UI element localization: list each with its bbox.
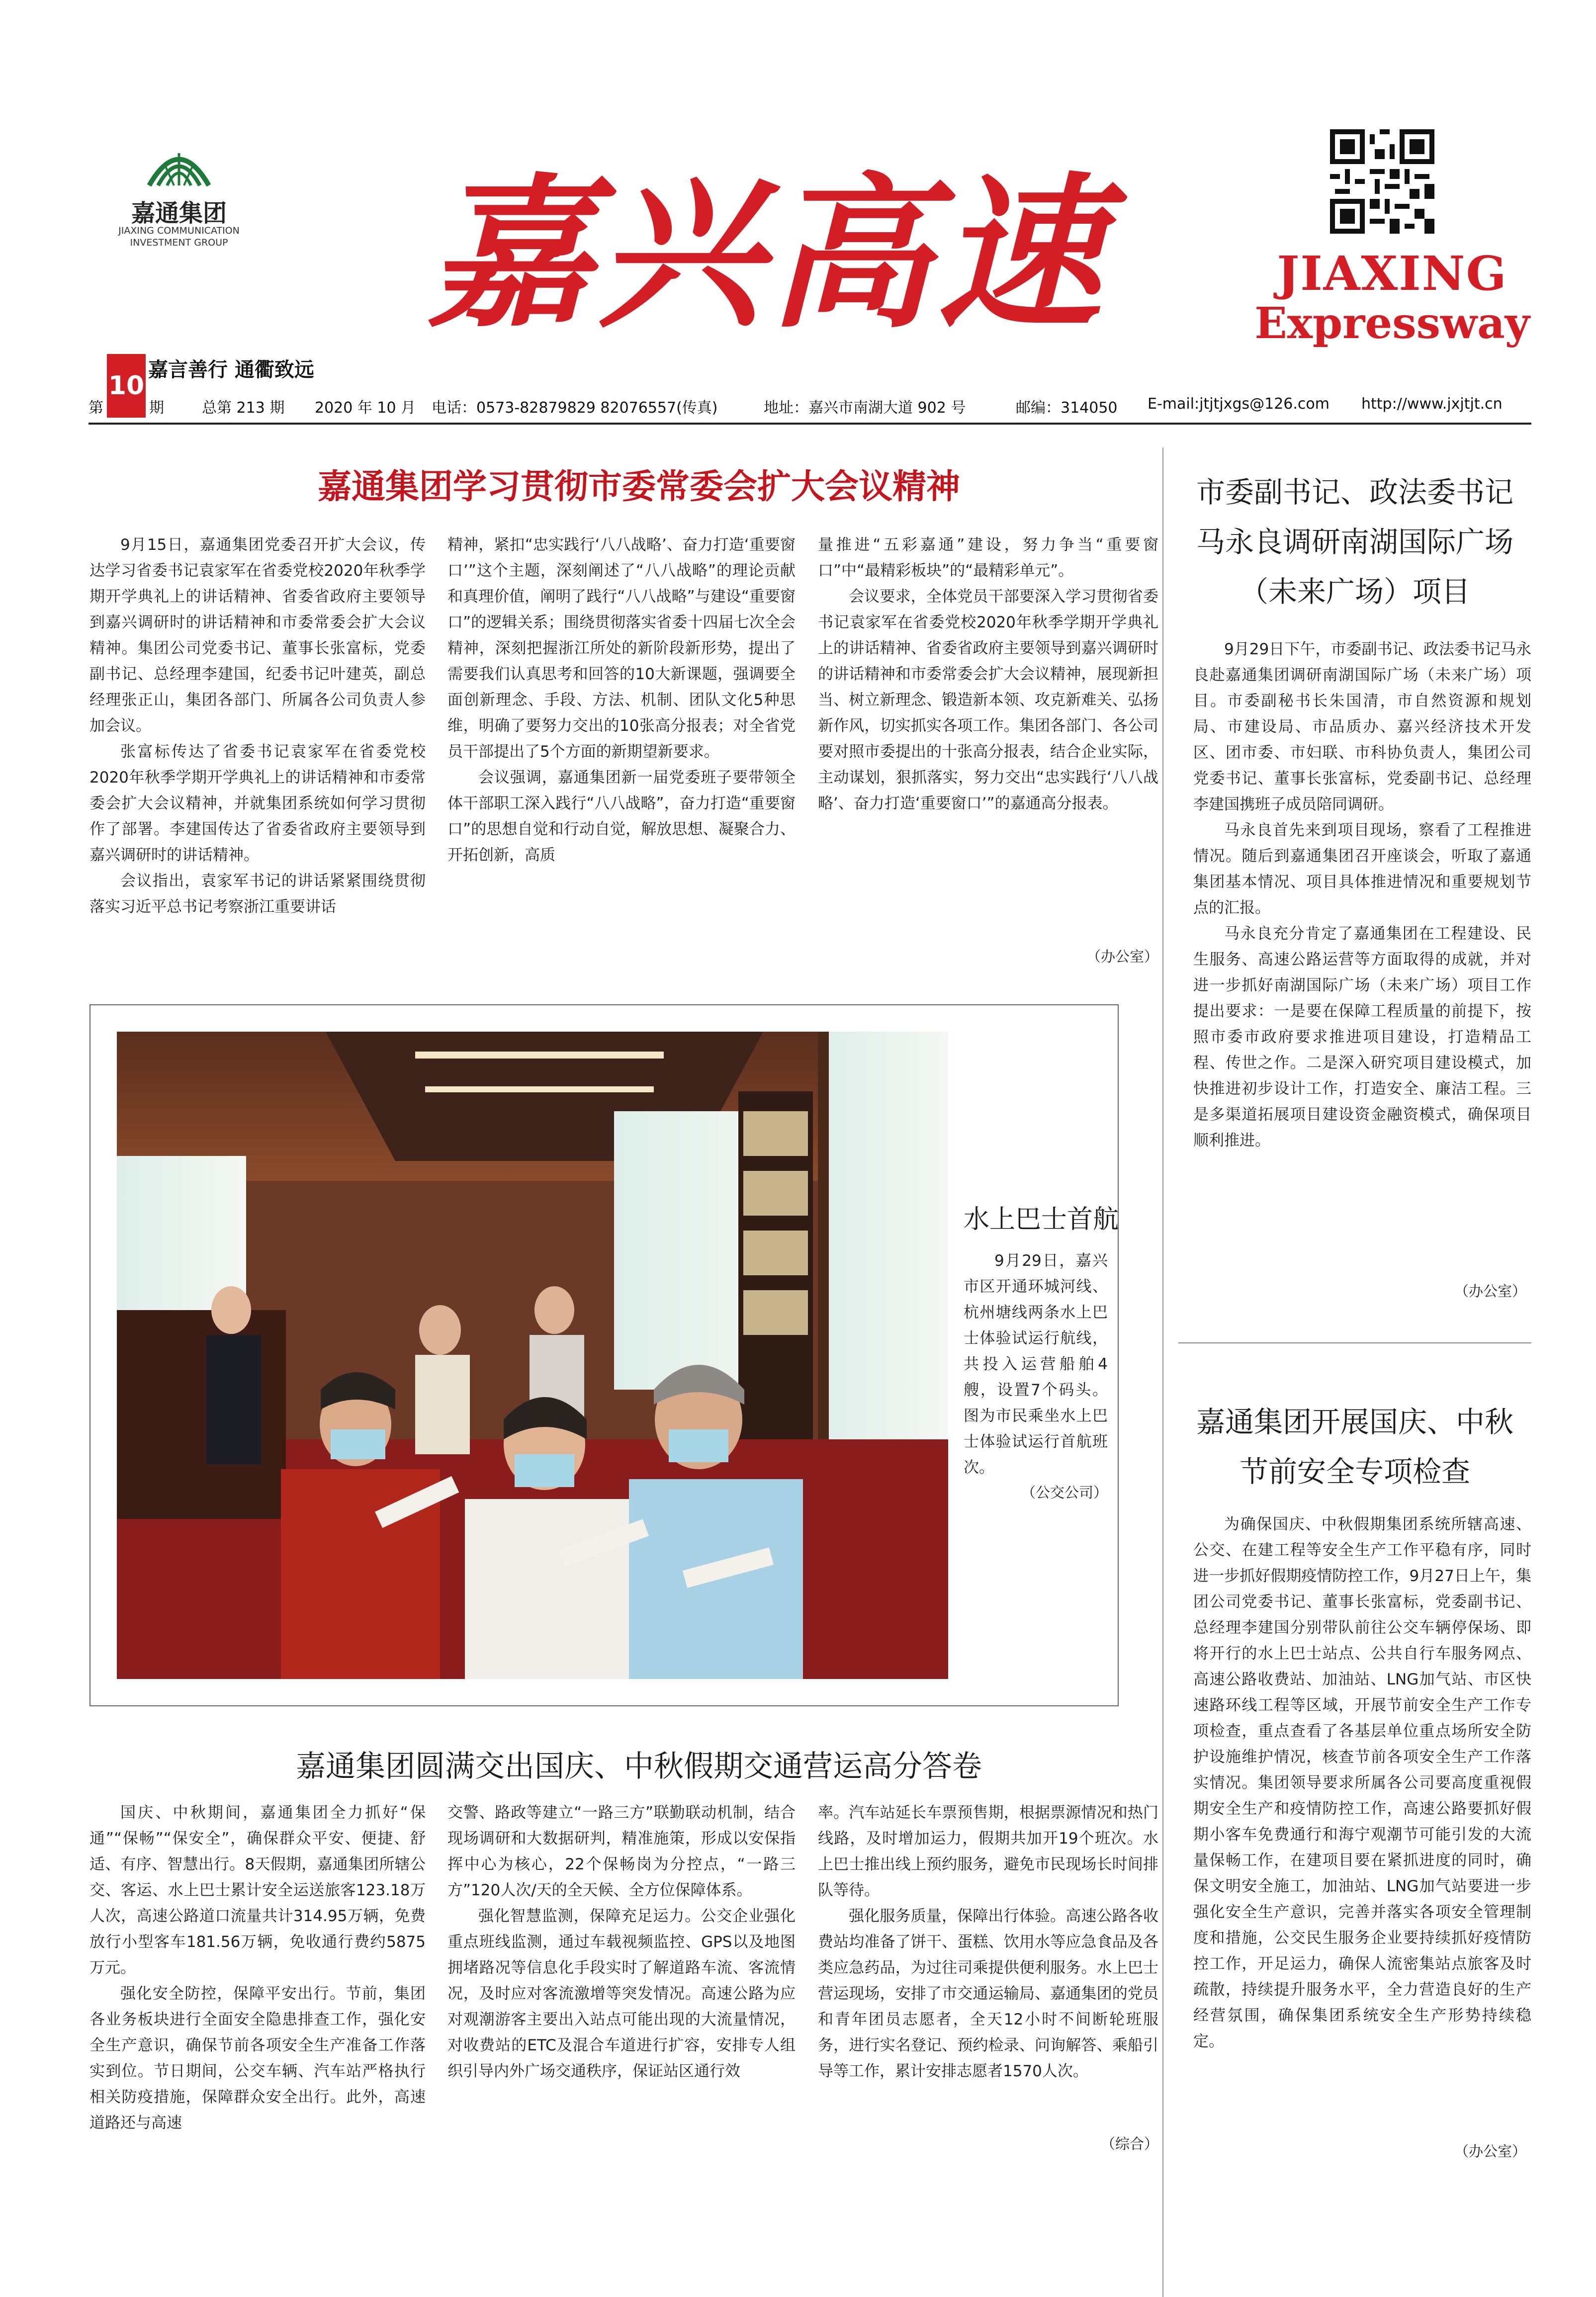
- contact-phone: 电话：0573-82879829 82076557(传真): [432, 399, 718, 417]
- postcode: 邮编：314050: [1016, 399, 1118, 417]
- article3-headline-line2: 节前安全专项检查: [1239, 1455, 1470, 1489]
- article3-headline-line1: 嘉通集团开展国庆、中秋: [1196, 1405, 1513, 1439]
- article4-col1: [89, 1800, 426, 2136]
- article2-headline-line1: 市委副书记、政法委书记: [1196, 475, 1513, 509]
- issue-suffix: 期: [149, 399, 164, 417]
- logo-name-cn: 嘉通集团: [131, 199, 227, 227]
- article2-body: [1193, 636, 1531, 1153]
- article1-col3: [818, 532, 1158, 816]
- article4-col2: [447, 1800, 796, 2084]
- article3-credit: （办公室）: [1454, 2143, 1526, 2160]
- paragraph: 国庆、中秋期间，嘉通集团全力抓好“保通”“保畅”“保安全”，确保群众平安、便捷、舒适、有序、智慧出行。8天假期，嘉通集团所辖公交、客运、水上巴士累计安全运送旅客123.18万人次，高速公路道口流量共计314.95万辆，免费放行小型客车181.56万辆，免收通行费约5875万元。: [89, 1804, 426, 1977]
- issue-prefix: 第: [89, 399, 103, 417]
- logo-name-en: [107, 225, 251, 249]
- title-en-line1: JIAXING: [1277, 246, 1507, 301]
- article2-headline-line3: （未来广场）项目: [1239, 575, 1470, 609]
- article1-credit: （办公室）: [1086, 948, 1158, 965]
- logo-en-line2: INVESTMENT GROUP: [130, 237, 228, 248]
- group-logo-icon: [144, 138, 214, 193]
- paragraph: 强化服务质量，保障出行体验。高速公路各收费站均准备了饼干、蛋糕、饮用水等应急食品及各类应急药品，为过往司乘提供便利服务。水上巴士营运现场，安排了市交通运输局、嘉通集团的党员和青年团员志愿者，全天12小时不间断轮班服务，进行实名登记、预约检录、问询解答、乘船引导等工作，累计安排志愿者1570人次。: [818, 1907, 1158, 2080]
- paragraph: 强化智慧监测，保障充足运力。公交企业强化重点班线监测，通过车载视频监控、GPS以及地图拥堵路况等信息化手段实时了解道路车流、客流情况，及时应对客流激增等突发情况。高速公路为应对观潮游客主要出入站点可能出现的大流量情况，对收费站的ETC及混合车道进行扩容，安排专人组织引导内外广场交通秩序，保证站区通行效: [447, 1907, 796, 2080]
- photo-caption-text: [964, 1248, 1108, 1481]
- total-issue: 总第 213 期: [202, 399, 285, 417]
- masthead-divider: [89, 423, 1531, 425]
- qr-code-icon: [1330, 129, 1434, 234]
- column-divider: [1162, 447, 1163, 2297]
- side-divider: [1178, 1342, 1531, 1343]
- paragraph: 为确保国庆、中秋假期集团系统所辖高速、公交、在建工程等安全生产工作平稳有序，同时进一步抓好假期疫情防控工作，9月27日上午，集团公司党委书记、董事长张富标，党委副书记、总经理李建国分别带队前往公交车辆停保场、即将开行的水上巴士站点、公共自行车服务网点、高速公路收费站、加油站、LNG加气站、市区快速路环线工程等区域，开展节前安全生产工作专项检查，重点查看了各基层单位重点场所安全防护设施维护情况，核查节前各项安全生产工作落实情况。集团领导要求所属各公司要高度重视假期安全生产和疫情防控工作，高速公路要抓好假期小客车免费通行和海宁观潮节可能引发的大流量保畅工作，在建项目要在紧抓进度的同时，确保文明安全施工，加油站、LNG加气站要进一步强化安全生产意识，完善并落实各项安全管理制度和措施，公交民生服务企业要持续抓好疫情防控工作，开足运力，确保人流密集站点旅客及时疏散，持续提升服务水平，全力营造良好的生产经营氛围，确保集团系统安全生产形势持续稳定。: [1193, 1515, 1531, 2050]
- website: http://www.jxjtjt.cn: [1361, 395, 1503, 413]
- contact-email: E-mail:jtjtjxgs@126.com: [1148, 395, 1330, 413]
- paragraph: 会议要求，全体党员干部要深入学习贯彻省委书记袁家军在省委党校2020年秋季学期开学典礼上的讲话精神、省委省政府主要领导到嘉兴调研时的讲话精神和市委常委会扩大会议精神，展现新担当、树立新理念、锻造新本领、攻克新难关、弘扬新作风，切实抓实各项工作。集团各部门、各公司要对照市委提出的十张高分报表，结合企业实际，主动谋划，狠抓落实，努力交出“忠实践行‘八八战略’、奋力打造‘重要窗口’”的嘉通高分报表。: [818, 588, 1158, 812]
- photo-credit: （公交公司）: [1021, 1484, 1108, 1501]
- article3-body: [1193, 1511, 1531, 2054]
- issue-date: 2020 年 10 月: [315, 399, 416, 417]
- paragraph: 会议指出，袁家军书记的讲话紧紧围绕贯彻落实习近平总书记考察浙江重要讲话: [89, 872, 426, 916]
- photo-caption-title: 水上巴士首航: [964, 1205, 1119, 1235]
- paragraph: 精神，紧扣“忠实践行‘八八战略’、奋力打造‘重要窗口’”这个主题，深刻阐述了“八八战略”的理论贡献和真理价值，阐明了践行“八八战略”与建设“重要窗口”的逻辑关系；围绕贯彻落实省委十四届七次全会精神，深刻把握浙江所处的新阶段新形势，提出了需要我们认真思考和回答的10大新课题，强调要全面创新理念、手段、方法、机制、团队文化5种思维，明确了要努力交出的10张高分报表；对全省党员干部提出了5个方面的新期望新要求。: [447, 536, 796, 761]
- paragraph: 9月15日，嘉通集团党委召开扩大会议，传达学习省委书记袁家军在省委党校2020年秋季学期开学典礼上的讲话精神、省委省政府主要领导到嘉兴调研时的讲话精神和市委常委会扩大会议精神。集团公司党委书记、董事长张富标，党委副书记、总经理李建国，纪委书记叶建英，副总经理张正山，集团各部门、所属各公司负责人参加会议。: [89, 536, 426, 735]
- title-en-line2: Expressway: [1254, 298, 1530, 349]
- paragraph: 量推进“五彩嘉通”建设，努力争当“重要窗口”中“最精彩板块”的“最精彩单元”。: [818, 536, 1158, 580]
- paragraph: 率。汽车站延长车票预售期，根据票源情况和热门线路，及时增加运力，假期共加开19个班次。水上巴士推出线上预约服务，避免市民现场长时间排队等待。: [818, 1804, 1158, 1899]
- logo-en-line1: JIAXING COMMUNICATION: [118, 225, 240, 236]
- article1-col2: [447, 532, 796, 868]
- newspaper-title: 嘉兴高速: [428, 157, 1108, 350]
- paragraph: 强化安全防控，保障平安出行。节前，集团各业务板块进行全面安全隐患排查工作，强化安全生产意识，确保节前各项安全生产准备工作落实到位。节日期间，公交车辆、汽车站严格执行相关防疫措施，保障群众安全出行。此外，高速道路还与高速: [89, 1985, 426, 2132]
- paragraph: 9月29日下午，市委副书记、政法委书记马永良赴嘉通集团调研南湖国际广场（未来广场）项目。市委副秘书长朱国清，市自然资源和规划局、市建设局、市品质办、嘉兴经济技术开发区、团市委、市妇联、市科协负责人，集团公司党委书记、董事长张富标，党委副书记、总经理李建国携班子成员陪同调研。: [1193, 640, 1531, 813]
- paragraph: 9月29日，嘉兴市区开通环城河线、杭州塘线两条水上巴士体验试运行航线，共投入运营船舶4艘，设置7个码头。图为市民乘坐水上巴士体验试运行首航班次。: [964, 1252, 1108, 1477]
- contact-address: 地址：嘉兴市南湖大道 902 号: [764, 399, 966, 417]
- paragraph: 马永良首先来到项目现场，察看了工程推进情况。随后到嘉通集团召开座谈会，听取了嘉通集团基本情况、项目具体推进情况和重要规划节点的汇报。: [1193, 821, 1531, 917]
- article2-headline-line2: 马永良调研南湖国际广场: [1196, 525, 1513, 559]
- article1-headline: 嘉通集团学习贯彻市委常委会扩大会议精神: [317, 467, 960, 507]
- article4-headline: 嘉通集团圆满交出国庆、中秋假期交通营运高分答卷: [296, 1749, 982, 1784]
- water-bus-passengers-photo: [117, 1032, 948, 1679]
- article4-credit: （综合）: [1100, 2135, 1158, 2152]
- paragraph: 张富标传达了省委书记袁家军在省委党校2020年秋季学期开学典礼上的讲话精神和市委常委会扩大会议精神，并就集团系统如何学习贯彻作了部署。李建国传达了省委省政府主要领导到嘉兴调研时的讲话精神。: [89, 743, 426, 864]
- paragraph: 马永良充分肯定了嘉通集团在工程建设、民生服务、高速公路运营等方面取得的成就，并对进一步抓好南湖国际广场（未来广场）项目工作提出要求：一是要在保障工程质量的前提下，按照市委市政府要求推进项目建设，打造精品工程、传世之作。二是深入研究项目建设模式，加快推进初步设计工作，打造安全、廉洁工程。三是多渠道拓展项目建设资金融资模式，确保项目顺利推进。: [1193, 925, 1531, 1149]
- paragraph: 交警、路政等建立“一路三方”联勤联动机制，结合现场调研和大数据研判，精准施策，形成以安保指挥中心为核心，22个保畅岗为分控点，“一路三方”120人次/天的全天候、全方位保障体系。: [447, 1804, 796, 1899]
- paragraph: 会议强调，嘉通集团新一届党委班子要带领全体干部职工深入践行“八八战略”，奋力打造“重要窗口”的思想自觉和行动自觉，解放思想、凝聚合力、开拓创新，高质: [447, 769, 796, 864]
- issue-number-badge: 10: [107, 354, 146, 418]
- slogan: 嘉言善行 通衢致远: [148, 358, 314, 381]
- article1-col1: [89, 532, 426, 920]
- article4-col3: [818, 1800, 1158, 2084]
- article2-credit: （办公室）: [1454, 1283, 1526, 1300]
